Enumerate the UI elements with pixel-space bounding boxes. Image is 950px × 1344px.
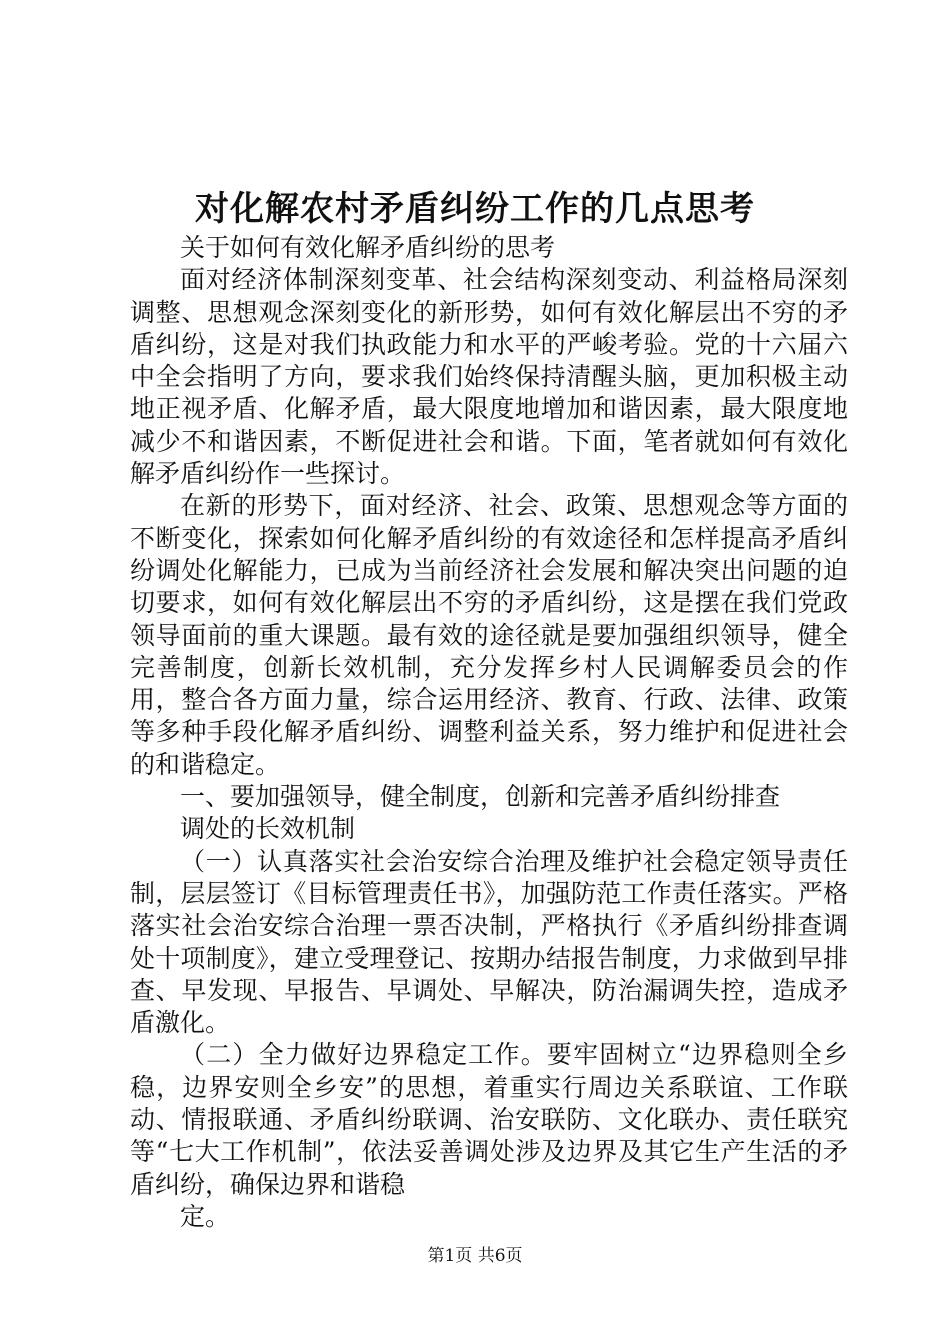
section-heading: 一、要加强领导，健全制度，创新和完善矛盾纠纷排查	[180, 782, 781, 812]
section-heading-continued: 调处的长效机制	[180, 814, 356, 844]
page-footer: 第1页 共6页	[427, 1246, 523, 1266]
document-subtitle: 关于如何有效化解矛盾纠纷的思考	[180, 233, 556, 262]
document-body	[130, 232, 848, 1233]
body-paragraph: 面对经济体制深刻变革、社会结构深刻变动、利益格局深刻调整、思想观念深刻变化的新形势，如何有效化解层出不穷的矛盾纠纷，这是对我们执政能力和水平的严峻考验。党的十六届六中全会指明了方向，要求我们始终保持清醒头脑，更加积极主动地正视矛盾、化解矛盾，最大限度地增加和谐因素，最大限度地减少不和谐因素，不断促进社会和谐。下面，笔者就如何有效化解矛盾纠纷作一些探讨。	[130, 265, 848, 489]
body-paragraph: 在新的形势下，面对经济、社会、政策、思想观念等方面的不断变化，探索如何化解矛盾纠纷的有效途径和怎样提高矛盾纠纷调处化解能力，已成为当前经济社会发展和解决突出问题的迫切要求，如何有效化解层出不穷的矛盾纠纷，这是摆在我们党政领导面前的重大课题。最有效的途径就是要加强组织领导，健全完善制度，创新长效机制，充分发挥乡村人民调解委员会的作用，整合各方面力量，综合运用经济、教育、行政、法律、政策等多种手段化解矛盾纠纷、调整利益关系，努力维护和促进社会的和谐稳定。	[130, 491, 848, 779]
sub-paragraph: （一）认真落实社会治安综合治理及维护社会稳定领导责任制，层层签订《目标管理责任书》，加强防范工作责任落实。严格落实社会治安综合治理一票否决制，严格执行《矛盾纠纷排查调处十项制度》，建立受理登记、按期办结报告制度，力求做到早排查、早发现、早报告、早调处、早解决，防治漏调失控，造成矛盾激化。	[130, 846, 848, 1038]
document-title: 对化解农村矛盾纠纷工作的几点思考	[195, 189, 755, 229]
sub-paragraph: （二）全力做好边界稳定工作。要牢固树立“边界稳则全乡稳，边界安则全乡安”的思想，着重实行周边关系联谊、工作联动、情报联通、矛盾纠纷联调、治安联防、文化联办、责任联究等“七大工作机制”，依法妥善调处涉及边界及其它生产生活的矛盾纠纷，确保边界和谐稳	[130, 1040, 848, 1199]
trailing-fragment: 定。	[180, 1201, 231, 1231]
